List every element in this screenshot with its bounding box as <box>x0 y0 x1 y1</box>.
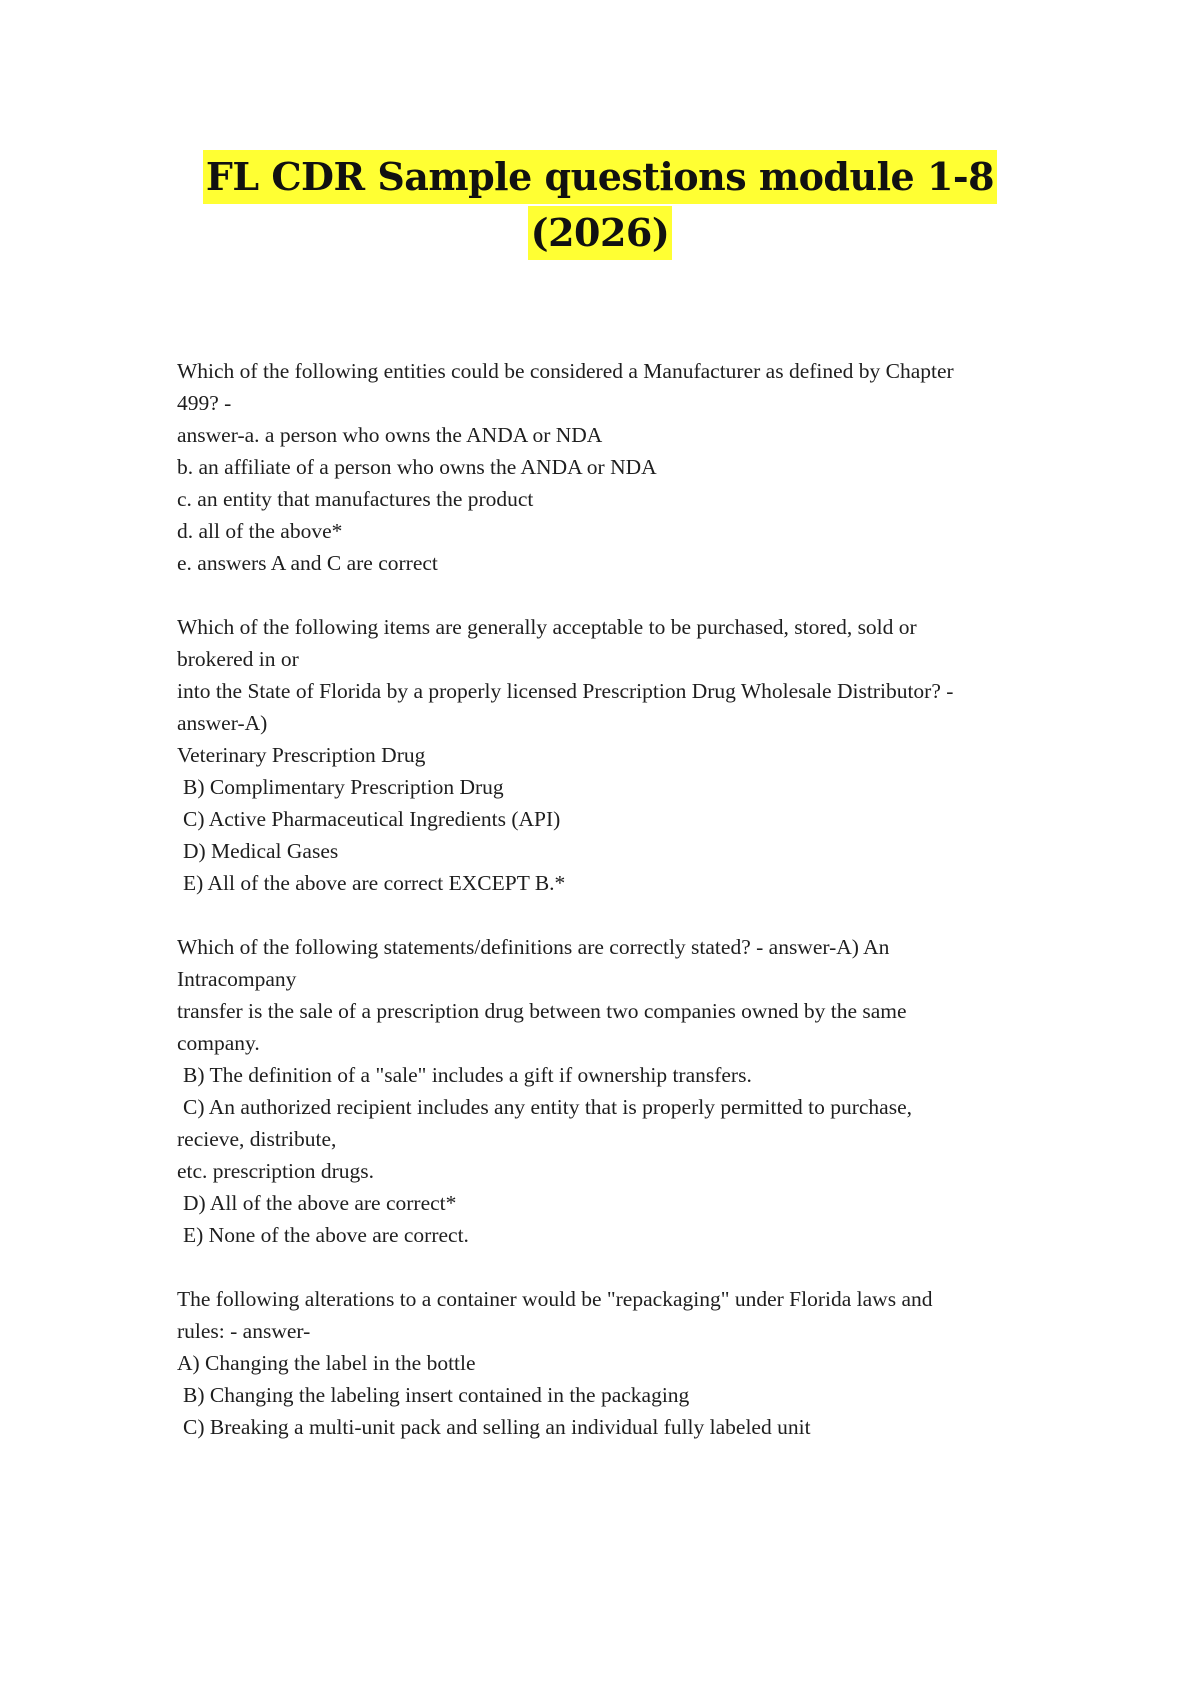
answer-option: C) An authorized recipient includes any entity that is properly permitted to purchase, <box>183 1095 912 1119</box>
question-2-line: answer-A) <box>177 711 268 735</box>
answer-option: E) None of the above are correct. <box>183 1223 469 1247</box>
answer-option: Veterinary Prescription Drug <box>177 743 426 767</box>
question-1 <box>177 355 1022 579</box>
document-body <box>177 355 1022 1475</box>
answer-option: C) Breaking a multi-unit pack and selling an individual fully labeled unit <box>183 1415 811 1439</box>
question-3-line: company. <box>177 1031 260 1055</box>
question-2-line: into the State of Florida by a properly licensed Prescription Drug Wholesale Distributor? - <box>177 679 954 703</box>
question-1-line: 499? - <box>177 391 232 415</box>
question-4 <box>177 1283 1022 1443</box>
question-2 <box>177 611 1022 899</box>
answer-option: c. an entity that manufactures the product <box>177 487 534 511</box>
question-3-line: transfer is the sale of a prescription drug between two companies owned by the same <box>177 999 907 1023</box>
answer-option: C) Active Pharmaceutical Ingredients (API) <box>183 807 561 831</box>
answer-option: b. an affiliate of a person who owns the ANDA or NDA <box>177 455 657 479</box>
question-3-line: Intracompany <box>177 967 297 991</box>
answer-option: D) All of the above are correct* <box>183 1191 457 1215</box>
question-2-line: brokered in or <box>177 647 299 671</box>
answer-option: B) The definition of a "sale" includes a gift if ownership transfers. <box>183 1063 752 1087</box>
answer-option: B) Changing the labeling insert contained in the packaging <box>183 1383 690 1407</box>
question-4-line: The following alterations to a container would be "repackaging" under Florida laws and <box>177 1287 933 1311</box>
answer-option: answer-a. a person who owns the ANDA or NDA <box>177 423 603 447</box>
answer-option: B) Complimentary Prescription Drug <box>183 775 504 799</box>
answer-option: etc. prescription drugs. <box>177 1159 375 1183</box>
document-title <box>0 150 1200 262</box>
answer-option: D) Medical Gases <box>183 839 339 863</box>
answer-option: recieve, distribute, <box>177 1127 337 1151</box>
question-1-line: Which of the following entities could be considered a Manufacturer as defined by Chapter <box>177 359 954 383</box>
title-line-2: (2026) <box>528 206 673 260</box>
question-2-line: Which of the following items are generally acceptable to be purchased, stored, sold or <box>177 615 917 639</box>
title-line-1: FL CDR Sample questions module 1-8 <box>203 150 997 204</box>
answer-option: E) All of the above are correct EXCEPT B.* <box>183 871 566 895</box>
question-3-line: Which of the following statements/definitions are correctly stated? - answer-A) An <box>177 935 890 959</box>
question-3 <box>177 931 1022 1251</box>
answer-option: e. answers A and C are correct <box>177 551 438 575</box>
question-4-line: rules: - answer- <box>177 1319 311 1343</box>
answer-option: A) Changing the label in the bottle <box>177 1351 476 1375</box>
answer-option: d. all of the above* <box>177 519 343 543</box>
